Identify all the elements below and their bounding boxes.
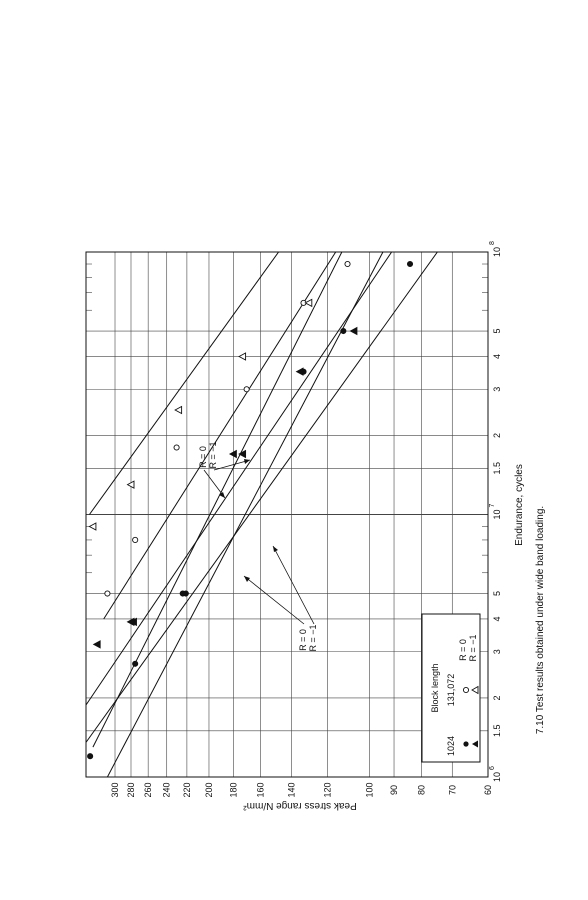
tick-label-endurance: 2 — [492, 432, 502, 438]
tick-label-stress: 200 — [203, 782, 214, 798]
data-point-triangle — [239, 451, 246, 458]
data-point-triangle — [89, 523, 96, 530]
tick-label-exponent: 7 — [489, 503, 496, 508]
data-point-triangle — [297, 368, 304, 375]
annotation-lower — [244, 546, 318, 652]
legend-col-1024: 1024 — [446, 735, 456, 757]
annotation-lower-rm1: R = −1 — [308, 624, 318, 652]
legend — [422, 614, 480, 762]
tick-label-endurance: 1.5 — [492, 724, 502, 738]
data-point-circle — [174, 445, 179, 450]
legend-marker-open-circle — [463, 687, 468, 692]
tick-label-endurance: 3 — [492, 386, 502, 392]
tick-label-stress: 100 — [364, 782, 375, 798]
data-point-circle — [244, 387, 249, 392]
data-point-circle — [105, 591, 110, 596]
tick-label-stress: 140 — [286, 782, 297, 798]
annotation-lower-r0: R = 0 — [298, 629, 308, 651]
data-point-triangle — [94, 641, 101, 648]
tick-label-endurance: 3 — [492, 649, 502, 655]
figure-caption: 7.10 Test results obtained under wide band loading. — [535, 505, 546, 735]
annotation-lower-arrow-2 — [273, 546, 314, 624]
mean-line — [86, 252, 437, 742]
tick-label-endurance: 1.5 — [492, 462, 502, 475]
tick-label-exponent: 6 — [489, 766, 496, 770]
annotation-upper-rm1: R = −1 — [208, 441, 218, 469]
tick-label-endurance: 10 — [492, 509, 502, 520]
tick-label-stress: 160 — [255, 782, 266, 798]
tick-label-stress: 80 — [416, 784, 427, 796]
annotation-upper-r0: R = 0 — [198, 446, 208, 468]
legend-rm1-label: R = −1 — [468, 634, 478, 662]
x-axis-title: Endurance, cycles — [514, 464, 525, 546]
data-point-circle — [133, 537, 138, 542]
legend-title: Block length — [430, 663, 440, 713]
data-point-triangle — [239, 353, 246, 360]
annotation-upper-arrowhead-1 — [219, 492, 225, 498]
data-point-circle — [88, 754, 93, 759]
tick-label-stress: 220 — [181, 782, 192, 798]
mean-line — [89, 252, 278, 515]
annotation-lower-arrow-1 — [244, 576, 304, 624]
data-point-triangle — [175, 407, 182, 414]
annotation-lower-arrowhead-2 — [273, 546, 278, 552]
tick-label-stress: 70 — [447, 784, 458, 796]
tick-label-endurance: 10 — [492, 246, 502, 258]
tick-label-stress: 60 — [483, 784, 493, 796]
mean-line — [93, 252, 342, 747]
data-point-circle — [407, 261, 412, 266]
tick-label-stress: 300 — [110, 782, 121, 798]
annotation-lower-arrowhead-1 — [244, 576, 250, 582]
data-point-triangle — [350, 328, 357, 335]
tick-label-endurance: 10 — [492, 771, 502, 783]
tick-label-endurance: 5 — [492, 591, 502, 597]
tick-label-stress: 240 — [161, 782, 172, 798]
tick-label-endurance: 5 — [492, 328, 502, 334]
tick-label-endurance: 2 — [492, 695, 502, 701]
tick-label-stress: 180 — [228, 782, 239, 798]
tick-label-exponent: 8 — [489, 241, 496, 245]
tick-label-stress: 280 — [125, 782, 136, 798]
legend-r0-label: R = 0 — [458, 639, 468, 661]
data-point-triangle — [305, 299, 312, 306]
legend-marker-filled-circle — [463, 741, 468, 746]
tick-label-stress: 90 — [389, 784, 400, 796]
data-point-circle — [345, 261, 350, 266]
data-point-circle — [183, 591, 188, 596]
data-point-circle — [133, 661, 138, 666]
tick-label-stress: 260 — [143, 782, 154, 798]
tick-label-endurance: 4 — [492, 353, 502, 359]
y-axis-title: Peak stress range N/mm² — [243, 800, 357, 811]
mean-line — [86, 252, 392, 705]
tick-label-stress: 120 — [322, 782, 333, 798]
legend-col-131072: 131,072 — [446, 673, 456, 707]
data-points — [88, 261, 413, 758]
tick-label-endurance: 4 — [492, 616, 502, 622]
data-point-circle — [341, 328, 346, 333]
